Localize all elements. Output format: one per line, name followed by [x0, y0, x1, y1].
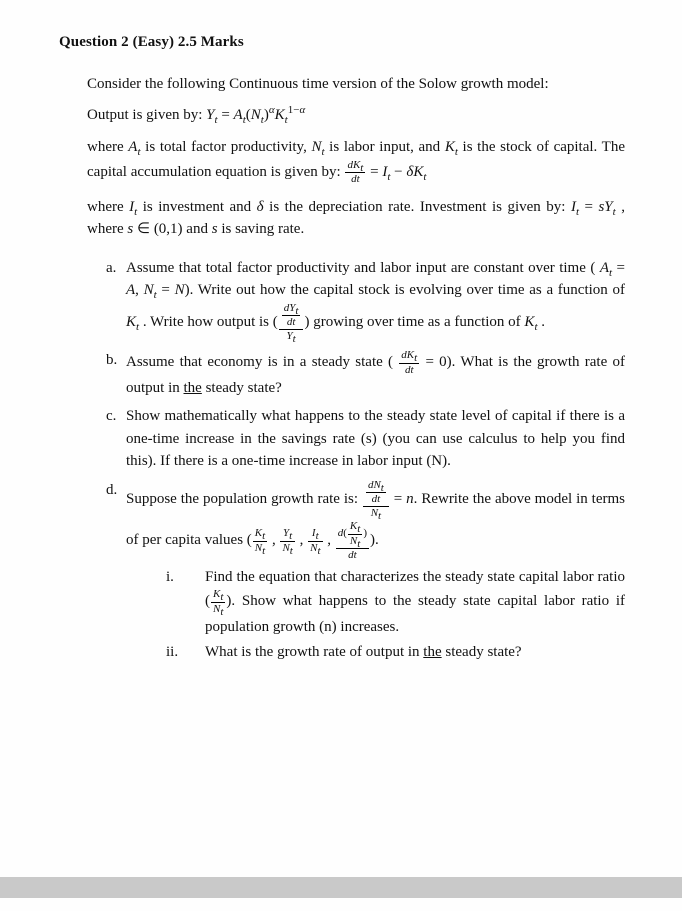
question-body	[59, 73, 625, 667]
output-equation-line: Output is given by: $Y_t = A_t(N_t)^\alpha K_t^{1-\alpha}$	[87, 103, 306, 126]
bottom-gray-strip	[0, 877, 682, 898]
part-a	[106, 257, 625, 344]
subpart-i-text: Find the equation that characterizes the steady state capital labor ratio ( $\frac{K_t}{N_t}$ ). Show what happens to the steady state capital labor ratio if population growth (n) increases.	[205, 568, 625, 635]
part-d-label: d.	[106, 481, 118, 498]
question-heading: Question 2 (Easy) 2.5 Marks	[59, 34, 244, 50]
part-b-label: b.	[106, 352, 118, 369]
part-a-label: a.	[106, 259, 117, 276]
subpart-ii	[126, 641, 625, 664]
capital-accumulation-paragraph: where $A_t$ is total factor productivity, $N_t$ is labor input, and $K_t$ is the stock of capital. The capital accumulation equation is given by: $dK_t$ dt = $I_t - \delta K_t$	[87, 139, 625, 185]
subpart-i-label: i.	[166, 568, 174, 585]
part-c-label: c.	[106, 408, 117, 425]
part-a-text: Assume that total factor productivity and labor input are constant over time ( $A_t = A$, $N_t = N$). Write out how the capital stock is evolving over time as a function of $K_t$ . Write how output is ( $dY_t$ dt $Y_t$ ) growing over time as a function of $K_t$ .	[126, 259, 626, 346]
part-d	[106, 479, 625, 667]
question-parts-list	[106, 257, 625, 667]
subpart-i	[126, 566, 625, 638]
subpart-ii-label: ii.	[166, 644, 179, 661]
part-d-intro: Suppose the population growth rate is: $dN_t$ dt $N_t$ = n. Rewrite the above model in terms of per capita values ( $\frac{K_t}{N_t}$ , $\frac{Y_t}{N_t}$ , $\frac{I_t}{N_t}$ , d( $\frac{K_t}{N_t}$ ) dt ).	[126, 478, 625, 561]
part-b-text: Assume that economy is in a steady state ( $dK_t$ dt = 0). What is the growth rate of output in the steady state?	[126, 349, 625, 396]
subpart-ii-text: What is the growth rate of output in the steady state?	[205, 644, 522, 661]
investment-paragraph: where $I_t$ is investment and δ is the depreciation rate. Investment is given by: $I_t = sY_t$ , where s ∈ (0,1) and s is saving rate.	[87, 198, 625, 238]
intro-line: Consider the following Continuous time version of the Solow growth model:	[87, 76, 549, 92]
part-d-subparts	[126, 566, 625, 664]
part-d-text	[126, 479, 625, 667]
part-c-text: Show mathematically what happens to the steady state level of capital if there is a one-time increase in the savings rate (s) (you can use calculus to help you find this). If there is a one-time increase in labor input (N).	[126, 408, 625, 470]
part-c	[106, 405, 625, 473]
part-b	[106, 349, 625, 399]
question-content	[59, 34, 625, 673]
